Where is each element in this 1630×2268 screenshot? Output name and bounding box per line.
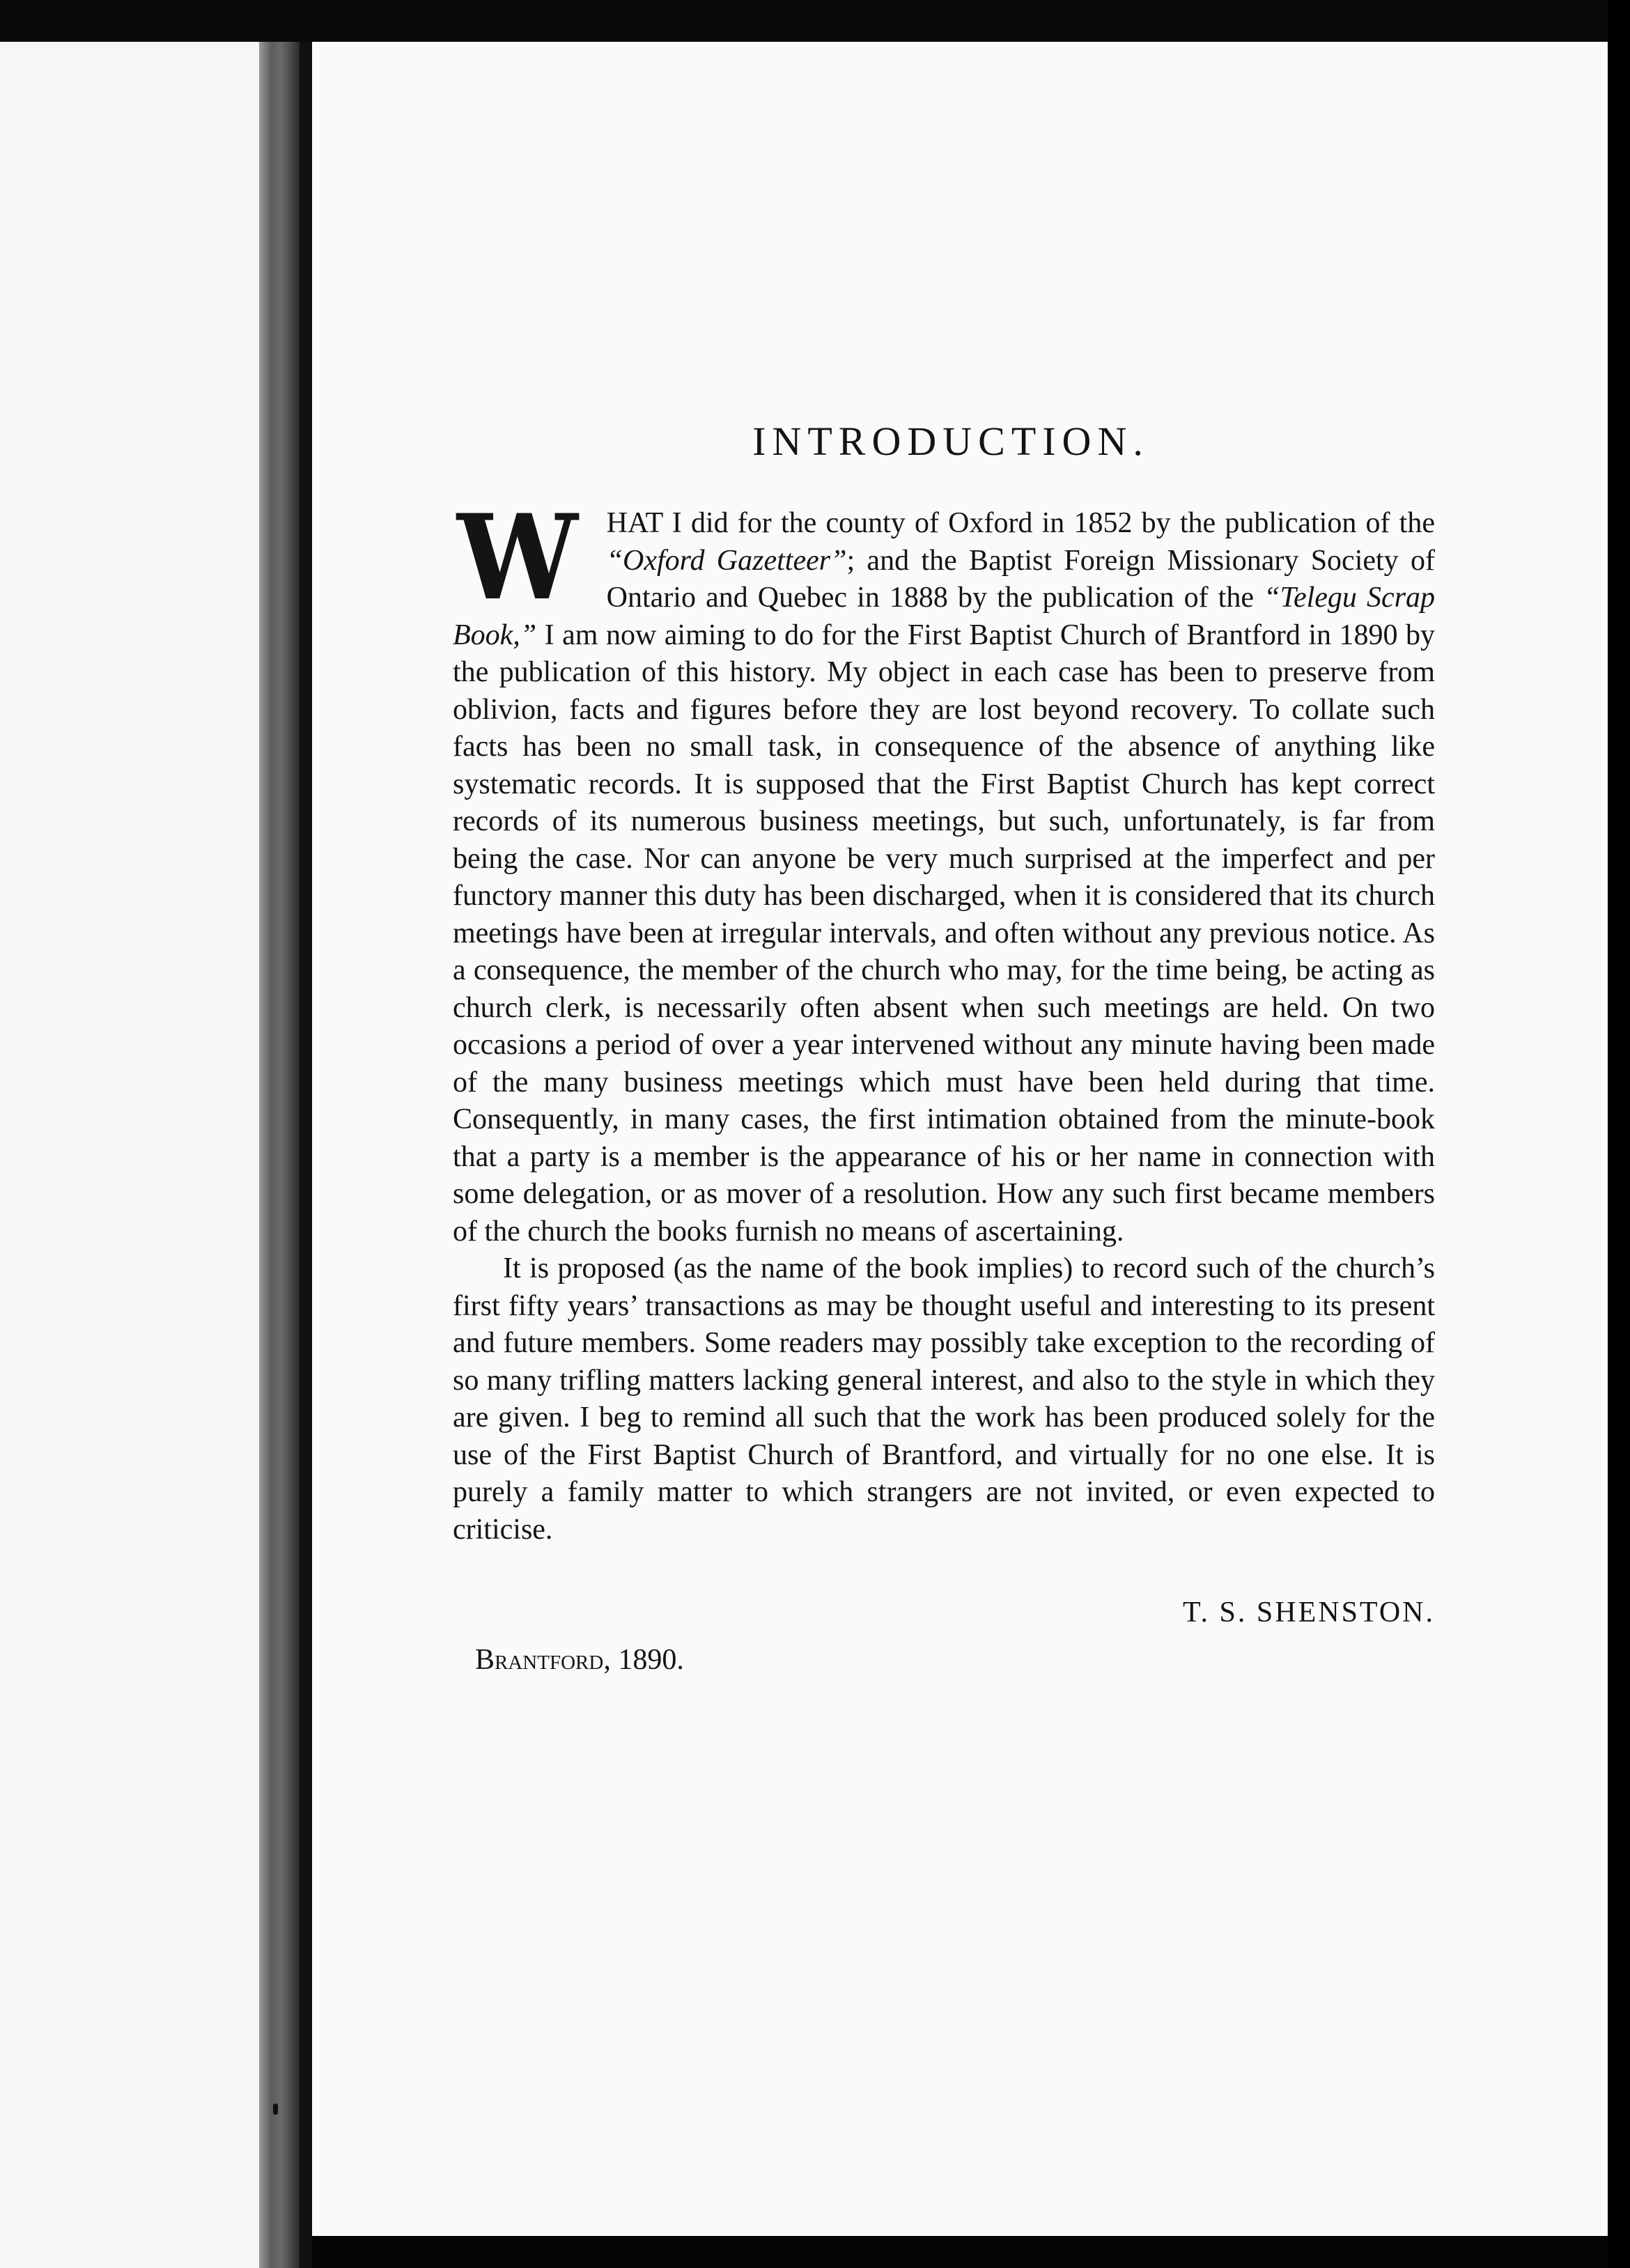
page-content — [453, 418, 1435, 1677]
book-gutter — [259, 42, 300, 2268]
left-blank-page — [0, 42, 259, 2268]
title-telegu-scrap-book: “Telegu Scrap Book,” — [453, 582, 1435, 651]
paragraph-1-text-a: HAT I did for the county of Oxford in 1852 by the publication of the — [606, 507, 1435, 539]
scan-bottom-border — [312, 2236, 1608, 2268]
drop-cap: W — [457, 488, 578, 626]
gutter-shadow — [300, 42, 312, 2268]
place-and-date: Brantford, 1890. — [475, 1644, 684, 1676]
gutter-mark — [273, 2104, 278, 2115]
paragraph-1 — [453, 488, 1435, 1250]
title-oxford-gazetteer: “Oxford Gazetteer” — [606, 544, 847, 577]
paragraph-2: It is proposed (as the name of the book implies) to record such of the church’s first fifty years’ transactions as may be thought useful and interesting to its present and future members. Some readers may possibly take exception to the recording of so many trifling matters lacking general interest, and also to the style in which they are given. I beg to remind all such that the work has been produced solely for the use of the First Baptist Church of Brantford, and virtually for no one else. It is purely a family matter to which strangers are not invited, or even expected to criticise. — [453, 1252, 1435, 1546]
paragraph-1-text-b: ; and the Baptist Foreign Missionary Society of Ontario and Quebec in 1888 by the publication of the — [606, 544, 1435, 614]
author-signature: T. S. SHENSTON. — [1183, 1597, 1435, 1629]
page-title: INTRODUCTION. — [752, 419, 1149, 464]
paragraph-1-text-c: I am now aiming to do for the First Baptist Church of Brantford in 1890 by the publication of this history. My object in each case has been to preserve from oblivion, facts and figures before they are lost beyond recovery. To collate such facts has been no small task, in consequence of the absence of anything like systematic records. It is supposed that the First Baptist Church has kept correct records of its numerous business meetings, but such, unfortunately, is far from being the case. Nor can anyone be very much surprised at the imperfect and per functory manner this duty has been discharged, when it is considered that its church meetings have been at irregular intervals, and often without any previous notice. As a consequence, the member of the church who may, for the time being, be acting as church clerk, is necessarily often absent when such meetings are held. On two occasions a period of over a year intervened without any minute having been made of the many business meetings which must have been held during that time. Consequently, in many cases, the first intimation obtained from the minute-book that a party is a member is the appearance of his or her name in connection with some delegation, or as mover of a resolution. How any such first became members of the church the books furnish no means of ascertaining. — [453, 619, 1435, 1248]
scan-right-border — [1608, 0, 1630, 2268]
scan-top-shadow — [0, 0, 1630, 42]
